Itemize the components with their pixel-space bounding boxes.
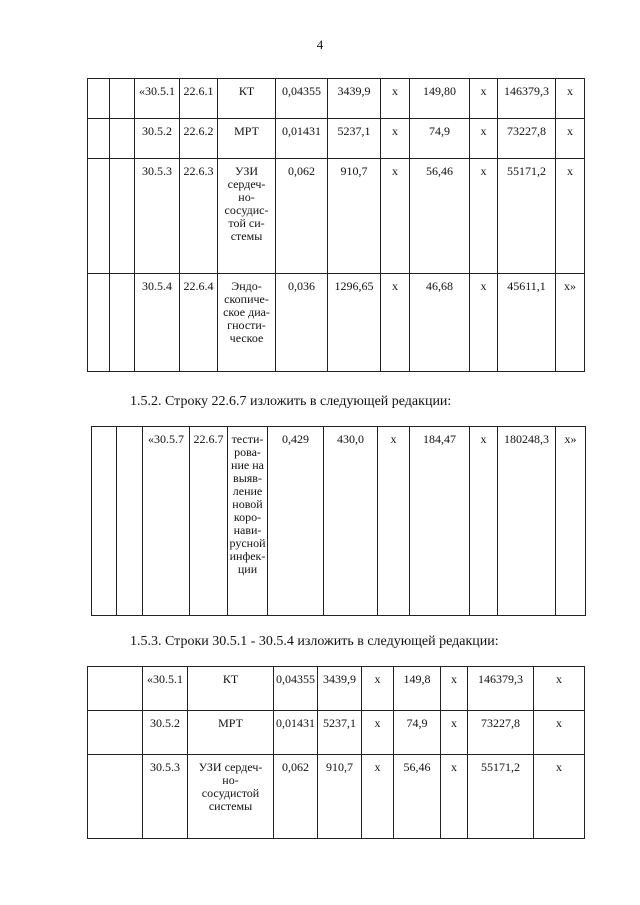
cell-x: х: [381, 274, 410, 372]
service-name: тести- рова- ние на выяв- ление новой коро- нави- русной инфек- ции: [228, 427, 268, 616]
cell-x: х: [381, 79, 410, 119]
tariff: 3439,9: [318, 667, 362, 711]
amount: 184,47: [410, 427, 470, 616]
line-number: 22.6.7: [190, 427, 228, 616]
cell-x: х: [381, 119, 410, 159]
cell-x: х: [441, 755, 468, 839]
line-number: 22.6.1: [180, 79, 218, 119]
cell-x: х: [470, 427, 498, 616]
cell-x: х»: [556, 274, 585, 372]
row-number: 30.5.2: [135, 119, 180, 159]
table-row: [88, 755, 585, 839]
row-number: «30.5.1: [135, 79, 180, 119]
cell-x: х: [534, 667, 585, 711]
service-name: УЗИ сердеч- но- сосудис- той си- стемы: [218, 159, 276, 274]
row-number: 30.5.3: [135, 159, 180, 274]
total: 55171,2: [498, 159, 556, 274]
amount: 56,46: [410, 159, 470, 274]
table-row-22-6-7: [91, 426, 586, 616]
row-number: 30.5.4: [135, 274, 180, 372]
table-row: [92, 427, 586, 616]
cell-x: х: [556, 79, 585, 119]
table-row: [88, 79, 585, 119]
cell-x: х: [556, 119, 585, 159]
page-number: 4: [316, 37, 324, 52]
tariff: 910,7: [328, 159, 381, 274]
cell-x: х: [378, 427, 410, 616]
service-name: КТ: [188, 667, 274, 711]
table-row: [88, 159, 585, 274]
coefficient: 0,04355: [274, 667, 318, 711]
coefficient: 0,01431: [274, 711, 318, 755]
row-number: 30.5.3: [143, 755, 188, 839]
amount: 74,9: [410, 119, 470, 159]
line-number: 22.6.4: [180, 274, 218, 372]
cell-x: х»: [556, 427, 586, 616]
tariff: 5237,1: [318, 711, 362, 755]
amount: 149,80: [410, 79, 470, 119]
cell-x: х: [470, 79, 498, 119]
total: 146379,3: [468, 667, 534, 711]
service-name: Эндо- скопиче- ское диа- гности- ческое: [218, 274, 276, 372]
cell-x: х: [362, 711, 394, 755]
coefficient: 0,01431: [276, 119, 328, 159]
cell-x: х: [534, 711, 585, 755]
cell-x: х: [381, 159, 410, 274]
row-number: «30.5.1: [143, 667, 188, 711]
service-name: УЗИ сердеч- но- сосудистой системы: [188, 755, 274, 839]
amount: 149,8: [394, 667, 441, 711]
section-heading-1-5-3: 1.5.3. Строки 30.5.1 - 30.5.4 изложить в следующей редакции:: [130, 634, 499, 649]
tariff: 5237,1: [328, 119, 381, 159]
total: 146379,3: [498, 79, 556, 119]
cell-x: х: [470, 119, 498, 159]
table-row: [88, 119, 585, 159]
coefficient: 0,429: [268, 427, 324, 616]
tariff: 910,7: [318, 755, 362, 839]
cell-x: х: [441, 711, 468, 755]
service-name: КТ: [218, 79, 276, 119]
amount: 56,46: [394, 755, 441, 839]
amount: 74,9: [394, 711, 441, 755]
tariff: 3439,9: [328, 79, 381, 119]
service-name: МРТ: [188, 711, 274, 755]
coefficient: 0,036: [276, 274, 328, 372]
table-row: [88, 667, 585, 711]
row-number: «30.5.7: [143, 427, 190, 616]
coefficient: 0,062: [274, 755, 318, 839]
total: 73227,8: [468, 711, 534, 755]
cell-x: х: [441, 667, 468, 711]
cell-x: х: [470, 159, 498, 274]
total: 180248,3: [498, 427, 556, 616]
total: 55171,2: [468, 755, 534, 839]
service-name: МРТ: [218, 119, 276, 159]
cell-x: х: [534, 755, 585, 839]
section-heading-1-5-2: 1.5.2. Строку 22.6.7 изложить в следующей редакции:: [130, 394, 452, 409]
table-row: [88, 711, 585, 755]
line-number: 22.6.3: [180, 159, 218, 274]
cell-x: х: [362, 667, 394, 711]
tariff: 430,0: [324, 427, 378, 616]
coefficient: 0,04355: [276, 79, 328, 119]
line-number: 22.6.2: [180, 119, 218, 159]
total: 45611,1: [498, 274, 556, 372]
amount: 46,68: [410, 274, 470, 372]
cell-x: х: [556, 159, 585, 274]
total: 73227,8: [498, 119, 556, 159]
table-rows-30-5-1-to-30-5-3: [87, 666, 585, 839]
table-rows-22-6-1-to-22-6-4: [87, 78, 585, 372]
coefficient: 0,062: [276, 159, 328, 274]
table-row: [88, 274, 585, 372]
cell-x: х: [470, 274, 498, 372]
row-number: 30.5.2: [143, 711, 188, 755]
tariff: 1296,65: [328, 274, 381, 372]
cell-x: х: [362, 755, 394, 839]
